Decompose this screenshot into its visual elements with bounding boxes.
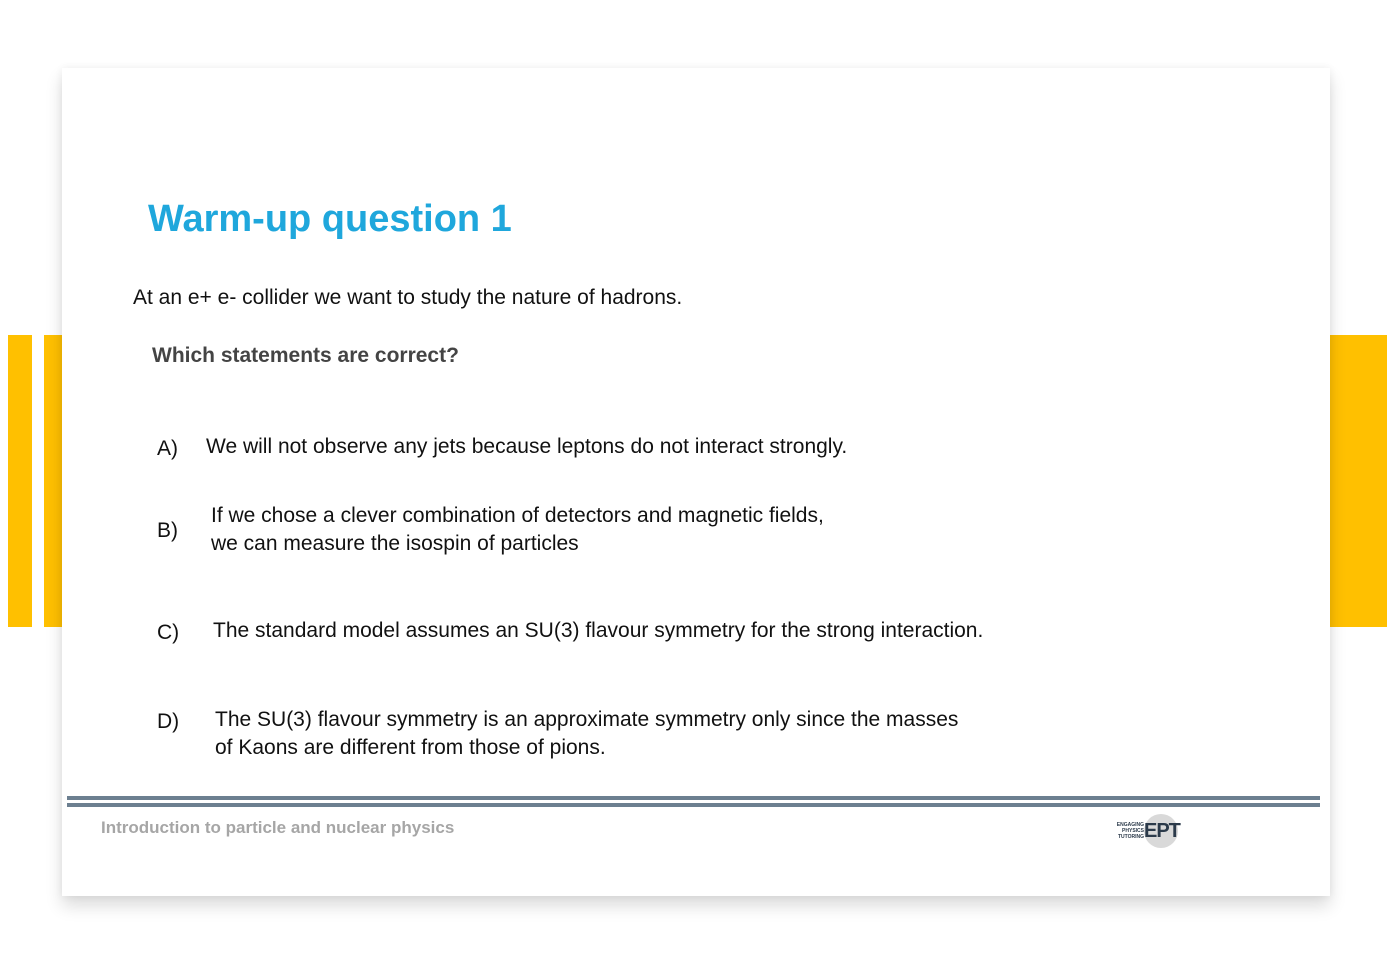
option-b-text	[211, 502, 824, 558]
intro-text: At an e+ e- collider we want to study the nature of hadrons.	[133, 286, 683, 309]
option-c-text	[213, 617, 983, 645]
slide	[62, 68, 1330, 896]
logo-tagline-line-1: ENGAGING	[1116, 822, 1144, 828]
ept-logo	[1114, 814, 1186, 850]
logo-tagline-line-3: TUTORING	[1117, 834, 1144, 840]
question-prompt: Which statements are correct?	[152, 344, 459, 367]
option-d-letter: D)	[157, 710, 180, 733]
logo-wordmark: EPT	[1144, 820, 1180, 842]
option-d-line-1: The SU(3) flavour symmetry is an approximate symmetry only since the masses	[215, 708, 959, 731]
option-a-letter: A)	[157, 437, 178, 460]
left-accent-bar-outer	[8, 335, 32, 627]
option-b-line-2: we can measure the isospin of particles	[211, 532, 579, 555]
right-accent-bar	[1322, 335, 1387, 627]
logo-tagline	[1114, 822, 1144, 840]
course-title: Introduction to particle and nuclear physics	[101, 818, 455, 837]
footer-rule-bottom	[67, 803, 1320, 807]
option-b-letter: B)	[157, 519, 178, 542]
footer-rule-top	[67, 796, 1320, 800]
slide-title: Warm-up question 1	[148, 198, 512, 240]
option-d-line-2: of Kaons are different from those of pions.	[215, 736, 606, 759]
logo-tagline-line-2: PHYSICS	[1122, 828, 1144, 834]
option-c-letter: C)	[157, 621, 180, 644]
option-b-line-1: If we chose a clever combination of detectors and magnetic fields,	[211, 504, 824, 527]
option-d-text	[215, 706, 958, 762]
option-c-line-1: The standard model assumes an SU(3) flavour symmetry for the strong interaction.	[213, 619, 984, 642]
option-a-line-1: We will not observe any jets because leptons do not interact strongly.	[206, 435, 848, 458]
option-a-text	[206, 433, 847, 461]
